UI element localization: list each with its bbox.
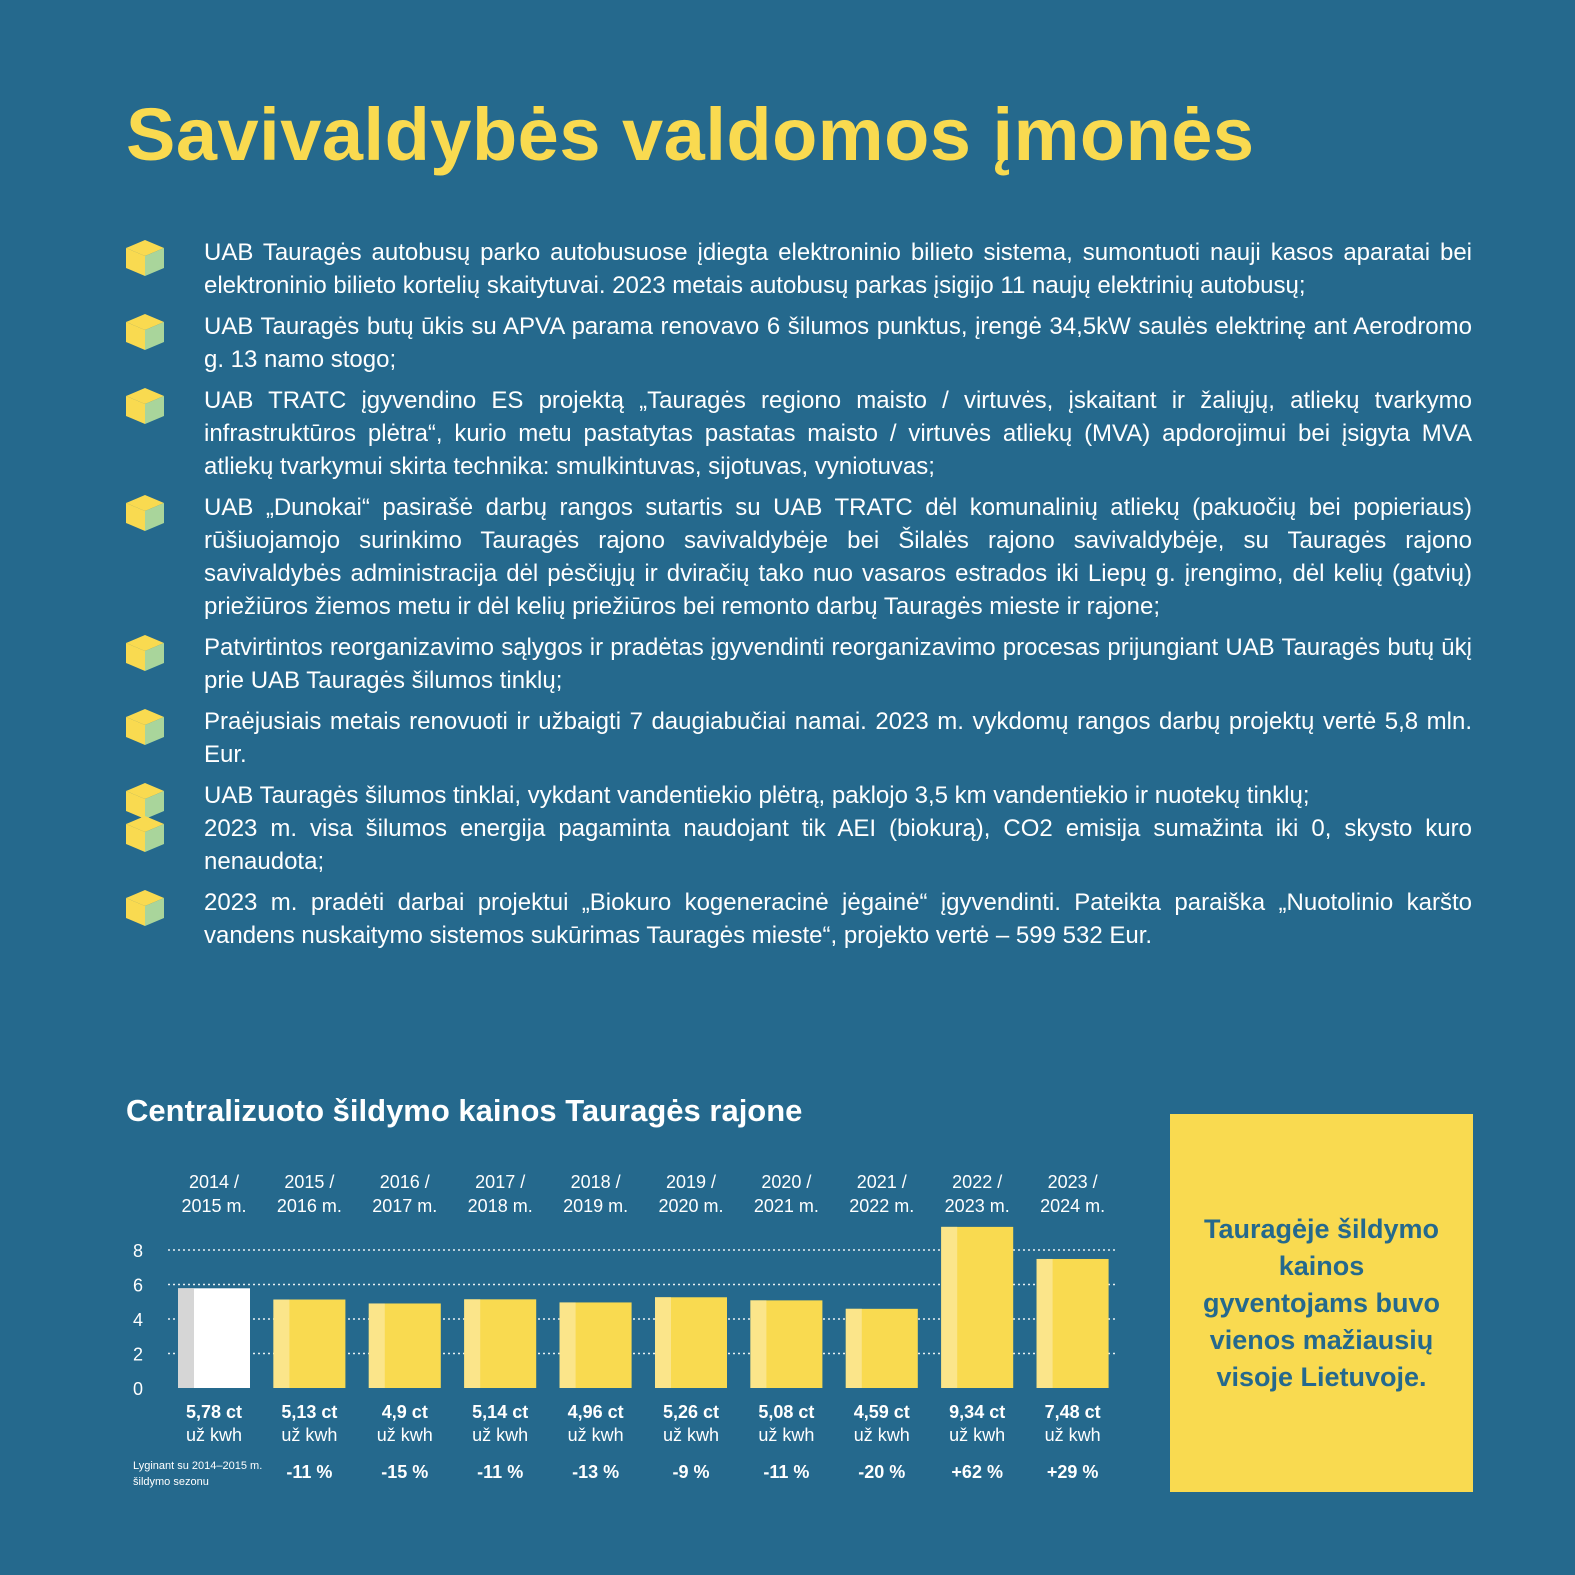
bar-shade (178, 1288, 194, 1388)
bullet-text: 2023 m. pradėti darbai projektui „Biokuro kogeneracinė jėgainė“ įgyvendinti. Pateikta paraiška „Nuotolinio karšto vandens nuskaitymo sistemos sukūrimas Tauragės mieste“, projekto vertė – 599 532 Eur. (204, 889, 1472, 949)
bar-shade (750, 1300, 766, 1388)
change-label: -11 % (763, 1462, 810, 1482)
bullet-text: UAB TRATC įgyvendino ES projektą „Tauragės regiono maisto / virtuvės, įskaitant ir žaliųjų, atliekų tvarkymo infrastruktūros plėtra“, kurio metu pastatytas pastatas maisto / virtuvės atliekų (MVA) apdorojimui bei įsigyta MVA atliekų tvarkymui skirta technika: smulkintuvas, sijotuvas, vyniotuvas; (204, 387, 1472, 480)
data-label: 4,59 ct (853, 1402, 910, 1422)
x-tick-label: 2021 m. (753, 1196, 819, 1216)
change-label: -15 % (381, 1462, 429, 1482)
x-tick-label: 2022 m. (849, 1196, 915, 1216)
bar-shade (273, 1300, 289, 1388)
bullet-text: UAB „Dunokai“ pasirašė darbų rangos sutartis su UAB TRATC dėl komunalinių atliekų (pakuočių bei popieriaus) rūšiuojamojo surinkimo Tauragės rajono savivaldybėje bei Šilalės rajono savivaldybėje, su Tauragės rajono savivaldybės administracija dėl pėsčiųjų ir dviračių tako nuo vasaros estrados iki Liepų g. įrengimo, dėl kelių (gatvių) priežiūros žiemos metu ir dėl kelių priežiūros bei remonto darbų Tauragės mieste ir rajone; (204, 494, 1472, 620)
data-label: 5,26 ct (662, 1402, 720, 1422)
change-label: -20 % (858, 1462, 906, 1482)
y-tick-label: 8 (133, 1241, 144, 1261)
data-label: 9,34 ct (949, 1402, 1006, 1422)
bar-shade (464, 1299, 480, 1388)
x-tick-label: 2022 / (952, 1172, 1003, 1192)
bar-shade (846, 1309, 862, 1388)
bullet-text: UAB Tauragės butų ūkis su APVA parama renovavo 6 šilumos punktus, įrengė 34,5kW saulės elektrinę ant Aerodromo g. 13 namo stogo; (204, 313, 1472, 373)
x-tick-label: 2015 / (284, 1172, 335, 1192)
x-tick-label: 2016 / (379, 1172, 430, 1192)
data-label: 7,48 ct (1044, 1402, 1101, 1422)
page-title: Savivaldybės valdomos įmonės (126, 93, 1255, 176)
bar-shade (655, 1297, 671, 1388)
bar-shade (560, 1302, 576, 1388)
x-tick-label: 2015 m. (181, 1196, 247, 1216)
x-tick-label: 2017 / (475, 1172, 526, 1192)
x-tick-label: 2016 m. (276, 1196, 342, 1216)
x-tick-label: 2023 / (1047, 1172, 1098, 1192)
unit-label: už kwh (281, 1425, 338, 1445)
x-tick-label: 2020 m. (658, 1196, 724, 1216)
data-label: 4,9 ct (381, 1402, 428, 1422)
bar-shade (1037, 1259, 1053, 1388)
bar-shade (369, 1303, 385, 1388)
x-tick-label: 2023 m. (944, 1196, 1010, 1216)
data-label: 4,96 ct (567, 1402, 624, 1422)
change-label: +29 % (1046, 1462, 1099, 1482)
unit-label: už kwh (949, 1425, 1006, 1445)
comparison-note: šildymo sezonu (133, 1476, 209, 1488)
bar-shade (941, 1227, 957, 1388)
y-tick-label: 4 (133, 1310, 144, 1330)
comparison-note: Lyginant su 2014–2015 m. (133, 1460, 263, 1472)
bullet-text: 2023 m. visa šilumos energija pagaminta naudojant tik AEI (biokurą), CO2 emisija sumažinta iki 0, skysto kuro nenaudota; (204, 815, 1472, 875)
x-tick-label: 2024 m. (1040, 1196, 1106, 1216)
x-tick-label: 2017 m. (372, 1196, 438, 1216)
x-tick-label: 2018 m. (467, 1196, 533, 1216)
unit-label: už kwh (758, 1425, 815, 1445)
callout-text: Tauragėje šildymo kainos gyventojams buvo vienos mažiausių visoje Lietuvoje. (1202, 1213, 1441, 1392)
bullet-text: Praėjusiais metais renovuoti ir užbaigti 7 daugiabučiai namai. 2023 m. vykdomų rangos darbų projektų vertė 5,8 mln. Eur. (204, 708, 1472, 768)
callout-box (1170, 1114, 1473, 1492)
data-label: 5,14 ct (472, 1402, 529, 1422)
unit-label: už kwh (1044, 1425, 1101, 1445)
data-label: 5,13 ct (281, 1402, 338, 1422)
x-tick-label: 2019 / (665, 1172, 717, 1192)
x-tick-label: 2019 m. (563, 1196, 629, 1216)
data-label: 5,08 ct (758, 1402, 815, 1422)
change-label: -13 % (572, 1462, 620, 1482)
x-tick-label: 2021 / (856, 1172, 907, 1192)
change-label: -9 % (672, 1462, 710, 1482)
x-tick-label: 2020 / (761, 1172, 812, 1192)
y-tick-label: 2 (133, 1344, 144, 1365)
x-tick-label: 2018 / (570, 1172, 621, 1192)
x-tick-label: 2014 / (188, 1172, 240, 1192)
y-tick-label: 0 (133, 1379, 144, 1399)
unit-label: už kwh (853, 1425, 910, 1445)
unit-label: už kwh (185, 1425, 243, 1445)
data-label: 5,78 ct (185, 1402, 243, 1422)
unit-label: už kwh (472, 1425, 529, 1445)
unit-label: už kwh (567, 1425, 624, 1445)
change-label: -11 % (477, 1462, 524, 1482)
bullet-text: UAB Tauragės autobusų parko autobusuose įdiegta elektroninio bilieto sistema, sumontuoti nauji kasos aparatai bei elektroninio bilieto kortelių skaitytuvai. 2023 metais autobusų parkas įsigijo 11 naujų elektrinių autobusų; (204, 239, 1472, 299)
y-tick-label: 6 (133, 1275, 144, 1296)
unit-label: už kwh (376, 1425, 433, 1445)
chart-title: Centralizuoto šildymo kainos Tauragės rajone (126, 1093, 803, 1128)
bullet-text: Patvirtintos reorganizavimo sąlygos ir pradėtas įgyvendinti reorganizavimo procesas prijungiant UAB Tauragės butų ūkį prie UAB Tauragės šilumos tinklų; (204, 634, 1472, 694)
change-label: -11 % (286, 1462, 333, 1482)
change-label: +62 % (951, 1462, 1003, 1482)
unit-label: už kwh (662, 1425, 720, 1445)
bullet-text: UAB Tauragės šilumos tinklai, vykdant vandentiekio plėtrą, paklojo 3,5 km vandentiekio ir nuotekų tinklų; (204, 782, 1310, 809)
